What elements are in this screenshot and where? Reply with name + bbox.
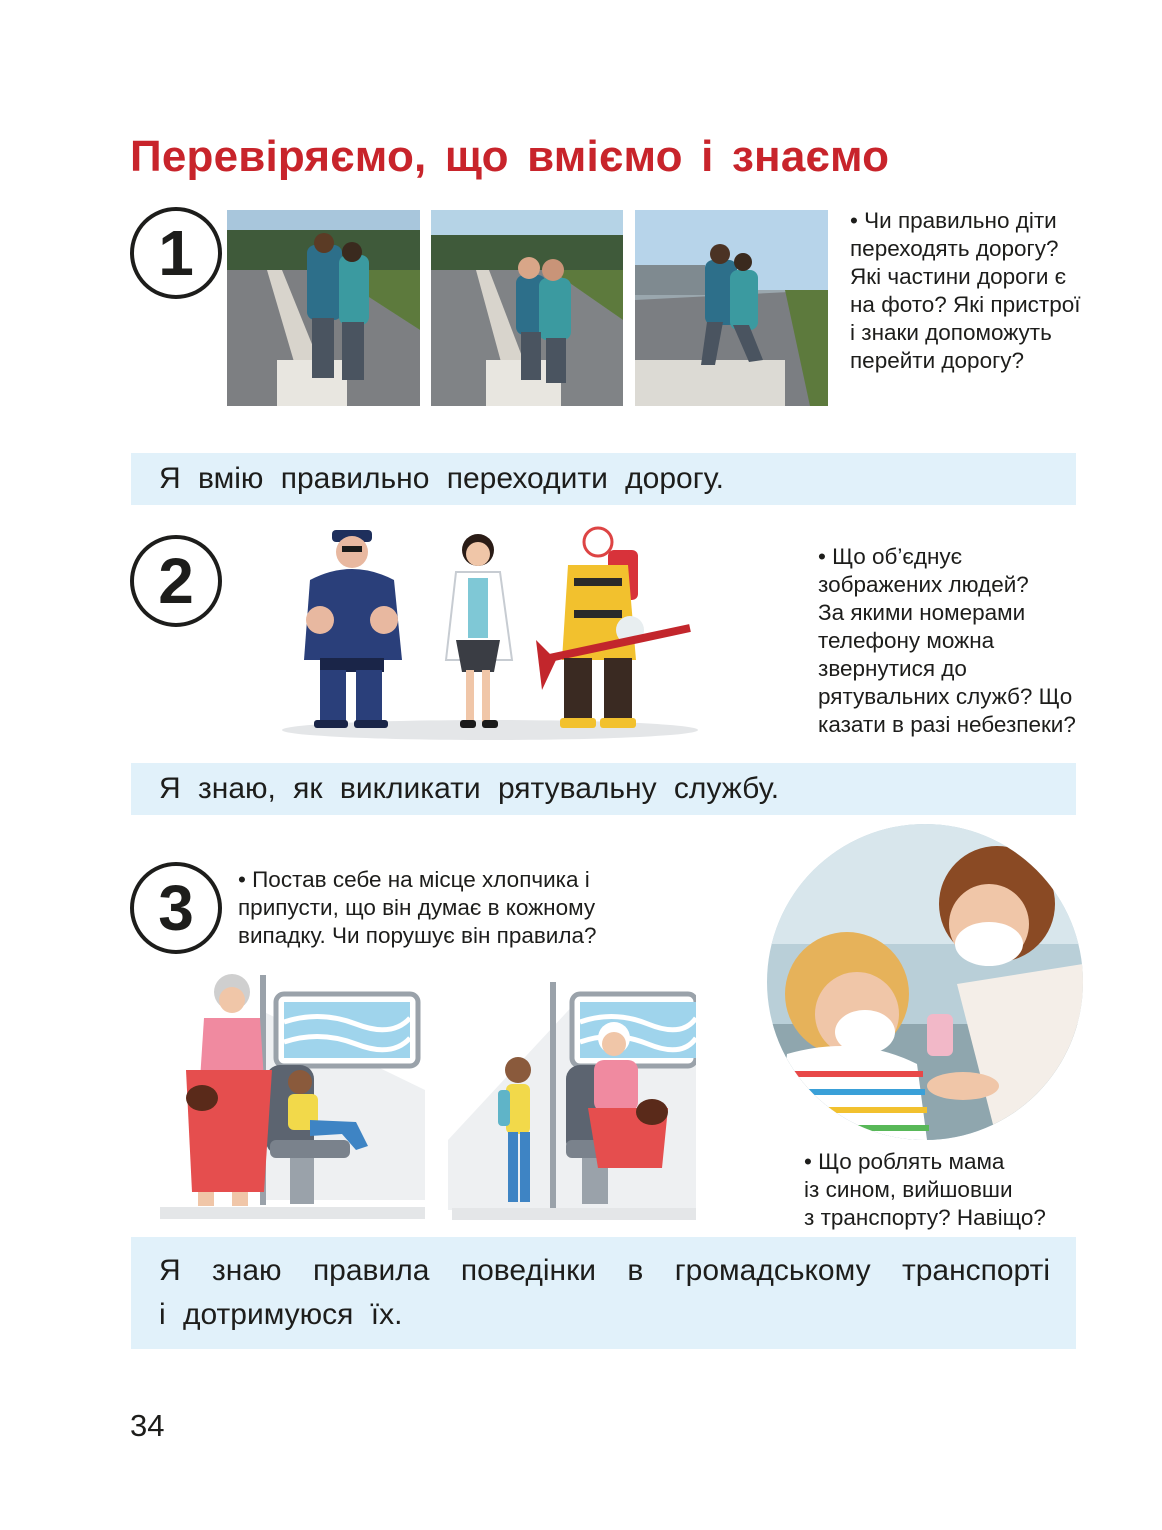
statement-bar-3 [131, 1237, 1076, 1349]
crossing-photo-1 [227, 210, 420, 406]
statement-1-text: Я вмію правильно переходити дорогу. [159, 462, 725, 495]
task-3-question: • Постав себе на місце хлопчика і припусти, що він думає в кожному випадку. Чи порушує він правила? [238, 867, 597, 948]
statement-3-line-1: Я знаю правила поведінки в громадському транспорті [159, 1254, 1050, 1287]
statement-3-line-2: і дотримуюся їх. [159, 1298, 403, 1331]
police-officer-figure [304, 530, 402, 728]
doctor-figure [446, 534, 512, 728]
firefighter-figure [536, 528, 690, 728]
task-3-question-2: • Що роблять мама із сином, вийшовши з транспорту? Навіщо? [804, 1149, 1046, 1230]
statement-2-text: Я знаю, як викликати рятувальну службу. [159, 772, 780, 805]
statement-bar-1 [131, 453, 1076, 505]
task-number-3: 3 [130, 862, 222, 954]
crossing-photo-2 [431, 210, 623, 406]
task-2-question: • Що об’єднує зображених людей? За якими номерами телефону можна звернутися до рятувальних служб? Що казати в разі небезпеки? [818, 544, 1076, 737]
page-title: Перевіряємо, що вміємо і знаємо [130, 132, 890, 181]
bus-scene-boy-standing [448, 980, 696, 1222]
page-number: 34 [130, 1408, 165, 1443]
task-number-2: 2 [130, 535, 222, 627]
task-1-question: • Чи правильно діти переходять дорогу? Які частини дороги є на фото? Які пристрої і знаки допоможуть перейти дорогу? [850, 208, 1081, 373]
rescue-workers-illustration [280, 520, 700, 742]
bus-scene-boy-seated [160, 970, 425, 1222]
task-number-1: 1 [130, 207, 222, 299]
mother-child-sanitizer-photo [767, 824, 1083, 1140]
crossing-photo-3 [635, 210, 828, 406]
statement-bar-2 [131, 763, 1076, 815]
